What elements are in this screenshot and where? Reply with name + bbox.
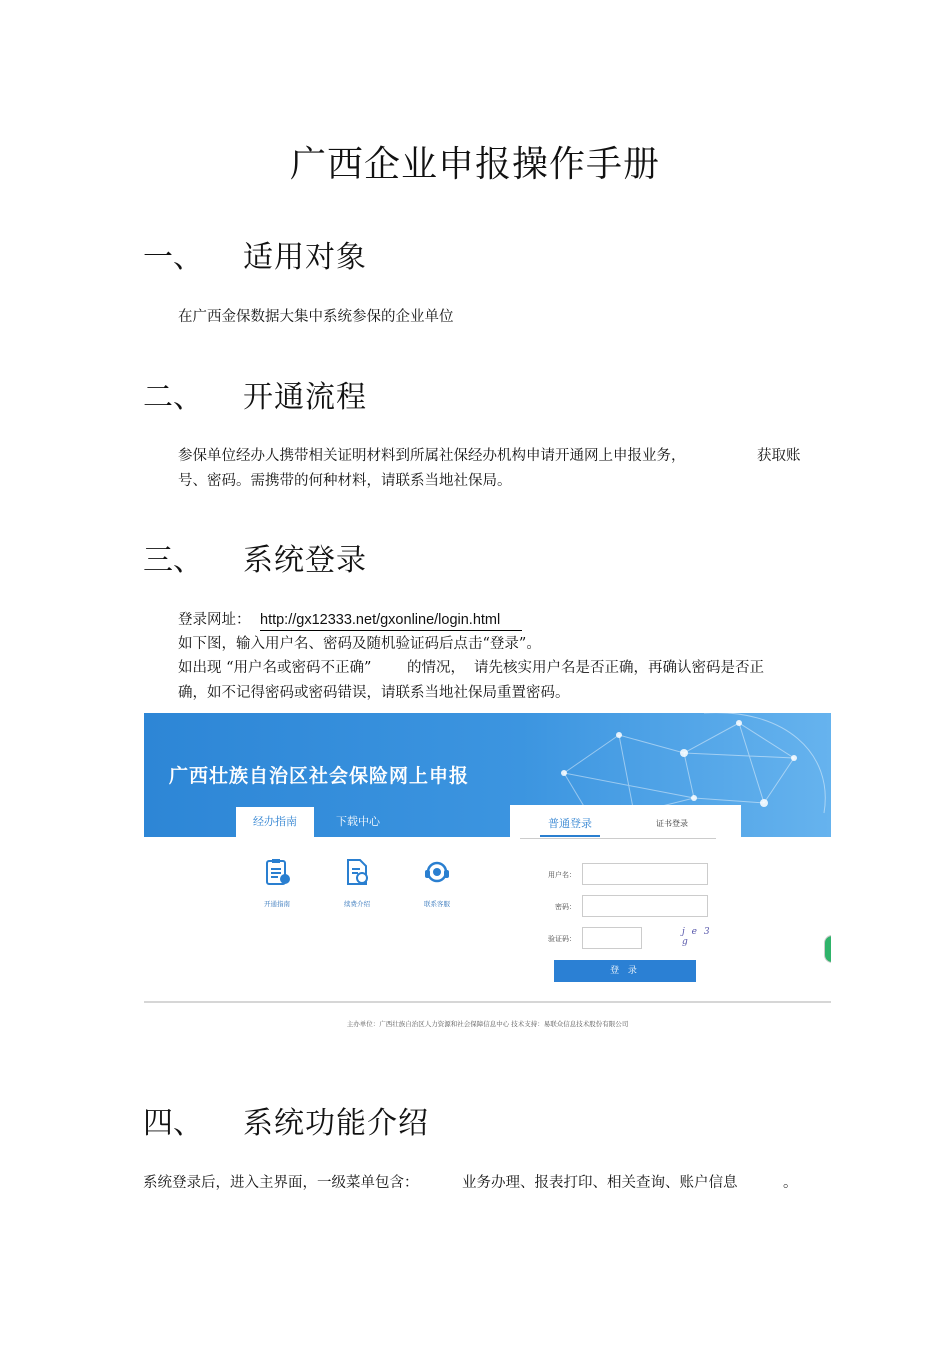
section-2-line-2: 号、密码。需携带的何种材料，请联系当地社保局。: [178, 473, 512, 489]
login-url-label: 登录网址：: [178, 612, 251, 628]
tab-certificate-login[interactable]: 证书登录: [656, 819, 688, 828]
login-tab-divider: [520, 838, 716, 839]
section-3-line-4: 确，如不记得密码或密码错误，请联系当地社保局重置密码。: [178, 685, 570, 701]
login-panel: [510, 805, 741, 1005]
section-3-line-2: 如下图，输入用户名、密码及随机验证码后点击“登录”。: [178, 636, 541, 652]
quick-link-label-service[interactable]: 联系客服: [424, 900, 450, 908]
section-heading-3: 系统登录: [243, 543, 367, 578]
section-4-text-a: 系统登录后，进入主界面，一级菜单包含：: [143, 1175, 419, 1191]
login-url-link[interactable]: http://gx12333.net/gxonline/login.html: [260, 610, 522, 631]
login-screenshot: [144, 713, 831, 1035]
tab-guide[interactable]: 经办指南: [236, 807, 314, 837]
section-heading-4: 系统功能介绍: [243, 1106, 429, 1141]
section-4-text-end: 。: [783, 1175, 798, 1191]
username-field[interactable]: [582, 863, 708, 885]
quick-link-label-fee[interactable]: 续费介绍: [344, 900, 370, 908]
section-number-3: 三、: [143, 543, 203, 578]
quick-link-label-guide[interactable]: 开通指南: [264, 900, 290, 908]
section-number-4: 四、: [143, 1106, 203, 1141]
password-field[interactable]: [582, 895, 708, 917]
section-3-line-3-a: 如出现 “用户名或密码不正确”: [178, 660, 372, 676]
section-4-menu-list: 业务办理、报表打印、相关查询、账户信息: [462, 1175, 738, 1191]
fee-document-icon[interactable]: [342, 857, 372, 887]
chat-bubble-icon[interactable]: [824, 935, 831, 963]
clipboard-icon[interactable]: [262, 857, 292, 887]
section-2-line-1: 参保单位经办人携带相关证明材料到所属社保经办机构申请开通网上申报业务，: [178, 448, 686, 464]
tab-normal-login[interactable]: 普通登录: [540, 815, 600, 837]
footer-divider: [144, 1001, 831, 1003]
section-1-text: 在广西金保数据大集中系统参保的企业单位: [178, 309, 454, 325]
password-label: 密码：: [555, 903, 576, 911]
section-number-1: 一、: [143, 240, 203, 275]
captcha-field[interactable]: [582, 927, 642, 949]
login-button[interactable]: 登 录: [554, 960, 696, 982]
captcha-image[interactable]: j e 3 g: [682, 927, 712, 947]
site-footer: 主办单位：广西壮族自治区人力资源和社会保障信息中心 技术支持：易联众信息技术股份有限公司: [346, 1020, 629, 1028]
username-label: 用户名：: [548, 871, 576, 879]
document-title: 广西企业申报操作手册: [289, 144, 660, 185]
section-2-line-1-end: 获取账: [757, 448, 801, 464]
section-number-2: 二、: [143, 380, 203, 415]
tab-download[interactable]: 下载中心: [336, 815, 380, 828]
captcha-label: 验证码：: [548, 935, 576, 943]
section-heading-2: 开通流程: [243, 380, 367, 415]
section-heading-1: 适用对象: [243, 240, 367, 275]
site-title: 广西壮族自治区社会保险网上申报: [169, 765, 470, 787]
section-3-line-3-b: 的情况，: [407, 660, 465, 676]
headset-icon[interactable]: [422, 857, 452, 887]
section-3-line-3-c: 请先核实用户名是否正确，再确认密码是否正: [474, 660, 764, 676]
